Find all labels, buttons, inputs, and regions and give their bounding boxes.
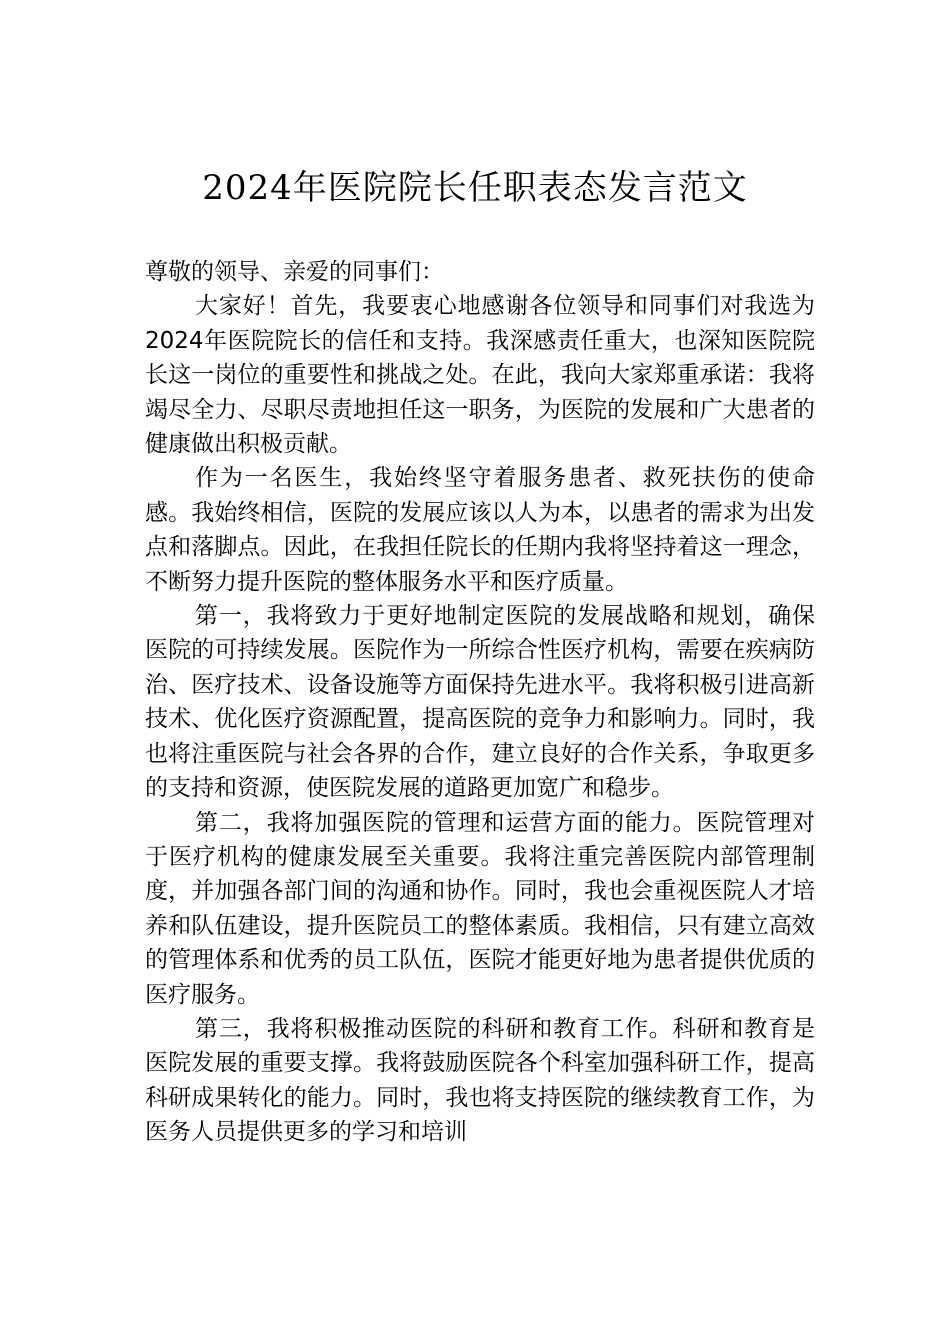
paragraph-mission: 作为一名医生，我始终坚守着服务患者、救死扶伤的使命感。我始终相信，医院的发展应该以人为本，以患者的需求为出发点和落脚点。因此，在我担任院长的任期内我将坚持着这一理念，不断努力提升医院的整体服务水平和医疗质量。 <box>145 465 815 595</box>
salutation: 尊敬的领导、亲爱的同事们： <box>145 259 444 285</box>
paragraph-second-management: 第二，我将加强医院的管理和运营方面的能力。医院管理对于医疗机构的健康发展至关重要。我将注重完善医院内部管理制度，并加强各部门间的沟通和协作。同时，我也会重视医院人才培养和队伍建设，提升医院员工的整体素质。我相信，只有建立高效的管理体系和优秀的员工队伍，医院才能更好地为患者提供优质的医疗服务。 <box>145 809 815 1008</box>
paragraph-first-strategy: 第一，我将致力于更好地制定医院的发展战略和规划，确保医院的可持续发展。医院作为一所综合性医疗机构，需要在疾病防治、医疗技术、设备设施等方面保持先进水平。我将积极引进高新技术、优化医疗资源配置，提高医院的竞争力和影响力。同时，我也将注重医院与社会各界的合作，建立良好的合作关系，争取更多的支持和资源，使医院发展的道路更加宽广和稳步。 <box>145 603 815 802</box>
document-body <box>145 255 815 1150</box>
paragraph-gratitude: 大家好！首先，我要衷心地感谢各位领导和同事们对我选为2024年医院院长的信任和支持。我深感责任重大，也深知医院院长这一岗位的重要性和挑战之处。在此，我向大家郑重承诺：我将竭尽全力、尽职尽责地担任这一职务，为医院的发展和广大患者的健康做出积极贡献。 <box>145 293 815 458</box>
document-title: 2024年医院院长任职表态发言范文 <box>202 168 748 208</box>
paragraph-third-research: 第三，我将积极推动医院的科研和教育工作。科研和教育是医院发展的重要支撑。我将鼓励医院各个科室加强科研工作，提高科研成果转化的能力。同时，我也将支持医院的继续教育工作，为医务人员提供更多的学习和培训 <box>145 1015 815 1146</box>
